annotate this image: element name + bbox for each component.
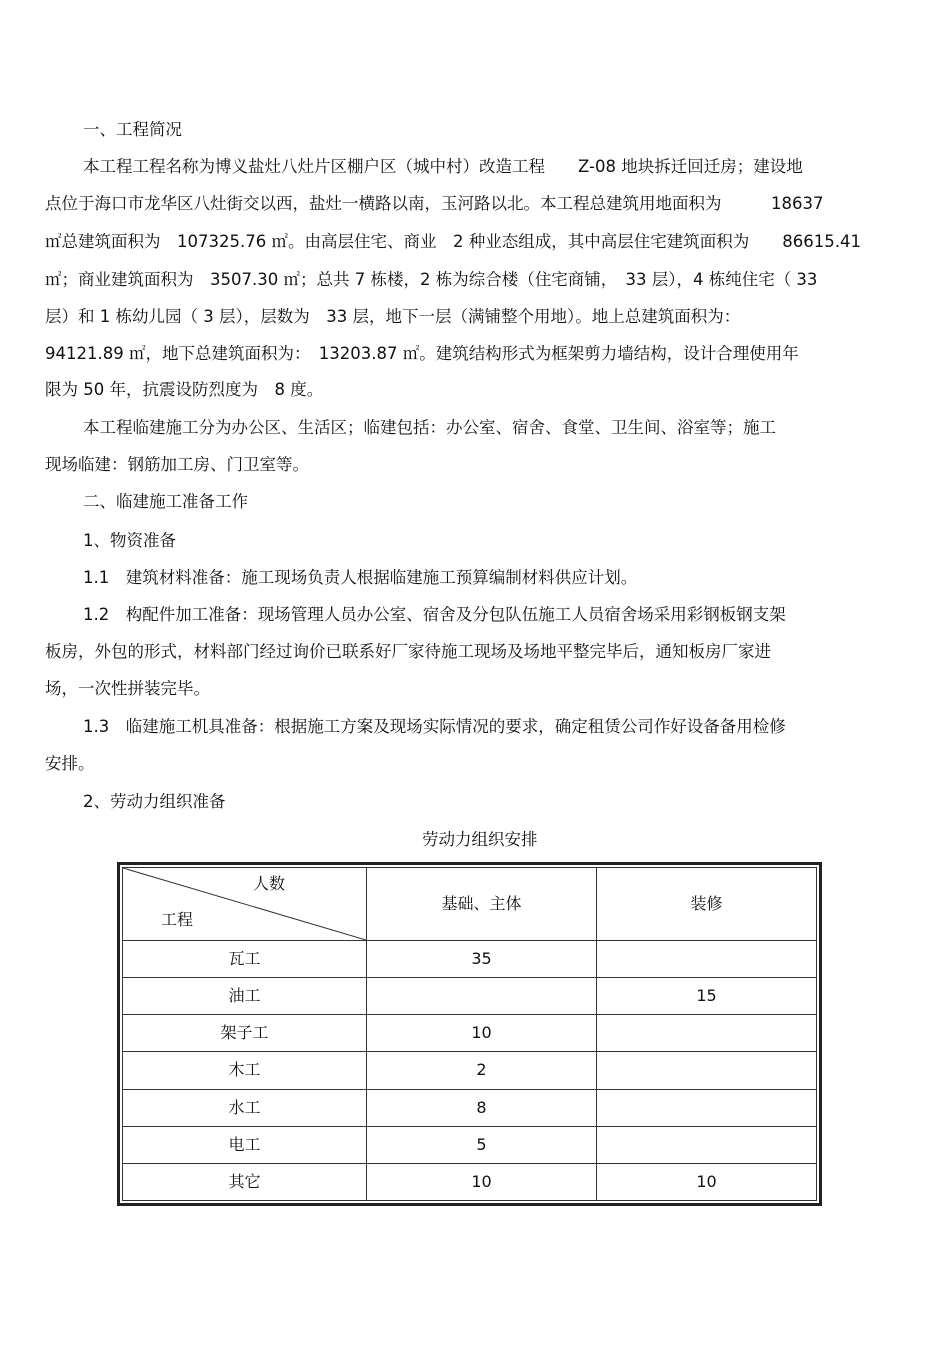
table-row (123, 978, 817, 1015)
sub2-heading: 2、劳动力组织准备 (83, 792, 226, 811)
column-header: 装修 (597, 868, 817, 941)
table-cell (597, 1015, 817, 1052)
table-cell (597, 1052, 817, 1089)
sub1-heading: 1、物资准备 (83, 531, 176, 550)
table-row (123, 1089, 817, 1126)
item-1-2-line: 板房，外包的形式，材料部门经过询价已联系好厂家待施工现场及场地平整完毕后，通知板房厂家进 (45, 642, 771, 661)
para2-line: 本工程临建施工分为办公区、生活区；临建包括：办公室、宿舍、食堂、卫生间、浴室等；施工 (83, 418, 776, 437)
para1-line: 94121.89 ㎡，地下总建筑面积为： 13203.87 ㎡。建筑结构形式为框架剪力墙结构，设计合理使用年 (45, 344, 799, 363)
item-1-2-line: 场，一次性拼装完毕。 (45, 679, 210, 698)
table-cell: 35 (367, 941, 597, 978)
row-label: 电工 (123, 1126, 367, 1163)
corner-bottom-label: 工程 (161, 910, 194, 929)
row-label: 木工 (123, 1052, 367, 1089)
para1-line: 层）和 1 栋幼儿园（ 3 层），层数为 33 层，地下一层（满铺整个用地）。地上总建筑面积为： (45, 307, 741, 326)
item-1-3-line: 1.3 临建施工机具准备：根据施工方案及现场实际情况的要求，确定租赁公司作好设备备用检修 (83, 717, 786, 736)
para1-line: ㎡总建筑面积为 107325.76 ㎡。由高层住宅、商业 2 种业态组成，其中高层住宅建筑面积为 86615.41 (45, 232, 861, 251)
section2-heading: 二、临建施工准备工作 (83, 492, 248, 511)
table-cell: 2 (367, 1052, 597, 1089)
item-1-2-line: 1.2 构配件加工准备：现场管理人员办公室、宿舍及分包队伍施工人员宿舍场采用彩钢板钢支架 (83, 605, 786, 624)
table-header-row (123, 868, 817, 941)
para1-line: 本工程工程名称为博义盐灶八灶片区棚户区（城中村）改造工程 Z-08 地块拆迁回迁房；建设地 (83, 157, 803, 176)
table-cell (597, 1126, 817, 1163)
item-1-3-line: 安排。 (45, 754, 95, 773)
table-caption: 劳动力组织安排 (422, 830, 538, 849)
table-cell: 15 (597, 978, 817, 1015)
table-row (123, 1015, 817, 1052)
row-label: 瓦工 (123, 941, 367, 978)
table-cell (597, 941, 817, 978)
table-cell (367, 978, 597, 1015)
para1-line: ㎡；商业建筑面积为 3507.30 ㎡；总共 7 栋楼，2 栋为综合楼（住宅商铺， 33 层），4 栋纯住宅（ 33 (45, 270, 818, 289)
labor-table (122, 867, 817, 1201)
para1-line: 点位于海口市龙华区八灶街交以西，盐灶一横路以南，玉河路以北。本工程总建筑用地面积为 18637 (45, 194, 824, 213)
table-cell (597, 1089, 817, 1126)
row-label: 架子工 (123, 1015, 367, 1052)
table-cell: 10 (597, 1163, 817, 1200)
labor-table-frame (117, 862, 822, 1206)
section1-heading: 一、工程简况 (83, 120, 182, 139)
para2-line: 现场临建：钢筋加工房、门卫室等。 (45, 455, 309, 474)
item-1-1: 1.1 建筑材料准备：施工现场负责人根据临建施工预算编制材料供应计划。 (83, 568, 638, 587)
table-cell: 10 (367, 1015, 597, 1052)
table-cell: 10 (367, 1163, 597, 1200)
table-row (123, 1163, 817, 1200)
corner-top-label: 人数 (253, 874, 286, 893)
table-cell: 5 (367, 1126, 597, 1163)
diagonal-line (123, 868, 366, 940)
row-label: 其它 (123, 1163, 367, 1200)
row-label: 水工 (123, 1089, 367, 1126)
column-header: 基础、主体 (367, 868, 597, 941)
diagonal-header-cell (123, 868, 367, 941)
table-cell: 8 (367, 1089, 597, 1126)
table-row (123, 941, 817, 978)
row-label: 油工 (123, 978, 367, 1015)
table-row (123, 1052, 817, 1089)
table-row (123, 1126, 817, 1163)
para1-line: 限为 50 年，抗震设防烈度为 8 度。 (45, 380, 324, 399)
